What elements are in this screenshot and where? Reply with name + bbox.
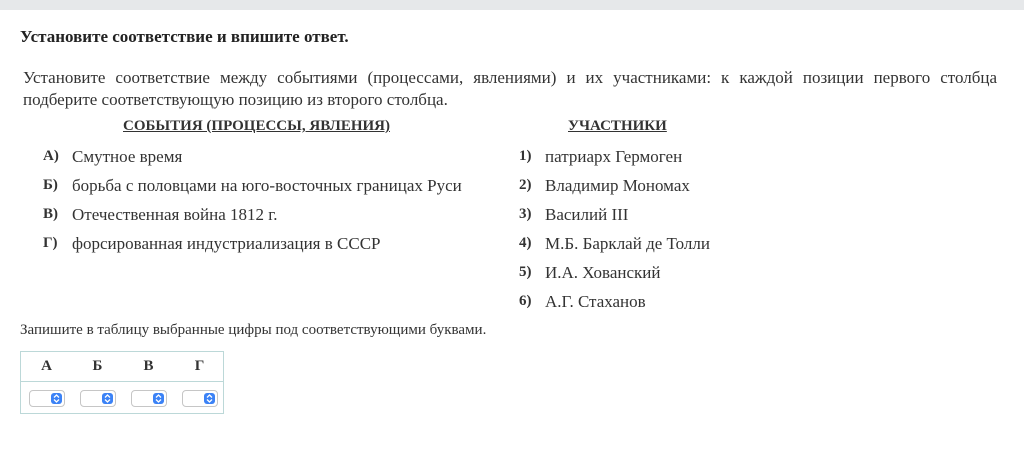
events-column-header: СОБЫТИЯ (ПРОЦЕССЫ, ЯВЛЕНИЯ) xyxy=(123,118,390,134)
answer-select-b[interactable] xyxy=(80,390,116,407)
answer-letter: Г xyxy=(194,358,205,374)
participant-text: патриарх Гермоген xyxy=(545,147,683,166)
participant-text: Василий III xyxy=(545,205,629,224)
answer-select-g[interactable] xyxy=(182,390,218,407)
participant-text: И.А. Хованский xyxy=(545,263,661,282)
answer-letter: В xyxy=(143,358,154,374)
event-text: Отечественная война 1812 г. xyxy=(72,205,278,224)
task-instruction: Установите соответствие между событиями (процессами, явлениями) и их участниками: к каждой позиции первого столбца подберите соответствующую позицию из второго столбца. xyxy=(23,68,997,109)
answer-letters-row xyxy=(21,352,223,382)
answer-select-a[interactable] xyxy=(29,390,65,407)
event-text: борьба с половцами на юго-восточных границах Руси xyxy=(72,176,462,195)
top-bar xyxy=(0,0,1024,10)
task-heading: Установите соответствие и впишите ответ. xyxy=(20,27,349,46)
participant-number: 2) xyxy=(519,177,532,193)
chevron-up-down-icon xyxy=(153,393,164,404)
answer-letter: А xyxy=(41,358,52,374)
participant-text: А.Г. Стаханов xyxy=(545,292,646,311)
participant-text: М.Б. Барклай де Толли xyxy=(545,234,710,253)
answer-table xyxy=(20,351,224,414)
event-letter: В) xyxy=(43,206,58,222)
chevron-up-down-icon xyxy=(51,393,62,404)
event-letter: А) xyxy=(43,148,59,164)
participant-number: 1) xyxy=(519,148,532,164)
answer-select-v[interactable] xyxy=(131,390,167,407)
chevron-up-down-icon xyxy=(102,393,113,404)
chevron-up-down-icon xyxy=(204,393,215,404)
participant-number: 4) xyxy=(519,235,532,251)
answer-hint: Запишите в таблицу выбранные цифры под соответствующими буквами. xyxy=(20,322,487,338)
event-text: Смутное время xyxy=(72,147,183,166)
participants-column-header: УЧАСТНИКИ xyxy=(568,118,667,134)
event-text: форсированная индустриализация в СССР xyxy=(72,234,381,253)
event-letter: Б) xyxy=(43,177,58,193)
participant-number: 5) xyxy=(519,264,532,280)
participant-number: 3) xyxy=(519,206,532,222)
participant-text: Владимир Мономах xyxy=(545,176,690,195)
answer-letter: Б xyxy=(92,358,103,374)
event-letter: Г) xyxy=(43,235,58,251)
participant-number: 6) xyxy=(519,293,532,309)
